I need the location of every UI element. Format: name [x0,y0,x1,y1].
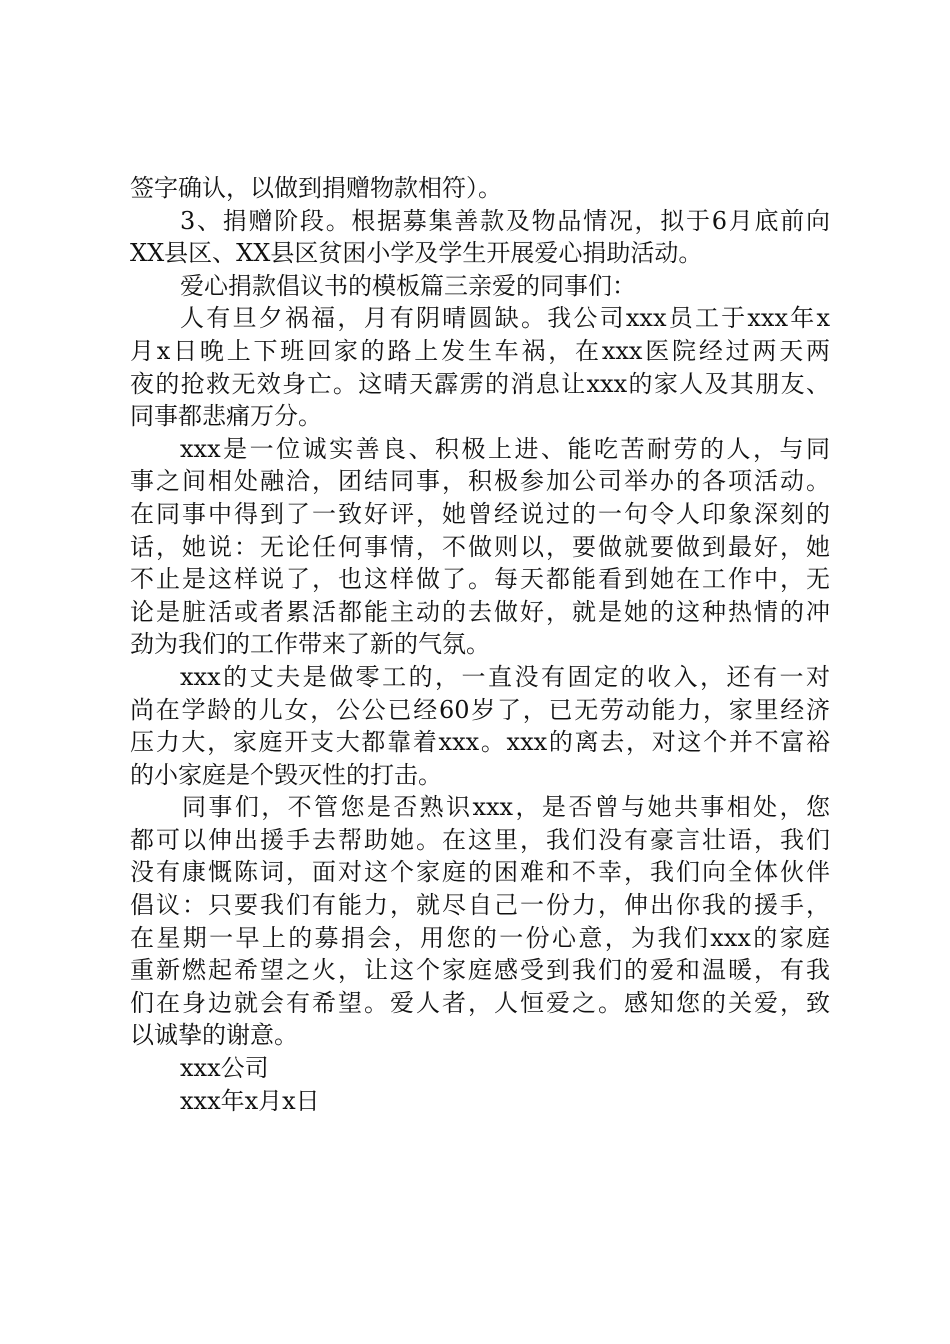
text-line: 同事都悲痛万分。 [130,402,322,431]
text-line: 论是脏活或者累活都能主动的去做好，就是她的这种热情的冲 [130,597,830,626]
text-line: xxx是一位诚实善良、积极上进、能吃苦耐劳的人，与同 [180,434,830,463]
text-line: 倡议：只要我们有能力，就尽自己一份力，伸出你我的援手， [130,891,830,920]
text-line: 夜的抢救无效身亡。这晴天霹雳的消息让xxx的家人及其朋友、 [130,369,830,398]
text-line: 话，她说：无论任何事情，不做则以，要做就要做到最好，她 [130,532,830,561]
document-body [130,172,830,1117]
text-line: 的小家庭是个毁灭性的打击。 [130,760,442,789]
text-line: 月x日晚上下班回家的路上发生车祸，在xxx医院经过两天两 [130,336,830,365]
text-line: 人有旦夕祸福，月有阴晴圆缺。我公司xxx员工于xxx年x [180,304,830,333]
text-line: 不止是这样说了，也这样做了。每天都能看到她在工作中，无 [130,565,830,594]
text-line: 3、捐赠阶段。根据募集善款及物品情况，拟于6月底前向 [180,206,830,235]
text-line: 在星期一早上的募捐会，用您的一份心意，为我们xxx的家庭 [130,923,830,952]
text-line: 都可以伸出援手去帮助她。在这里，我们没有豪言壮语，我们 [130,825,830,854]
text-line: 以诚挚的谢意。 [130,1021,298,1050]
signature-company: xxx公司 [180,1054,269,1083]
text-line: 尚在学龄的儿女，公公已经60岁了，已无劳动能力，家里经济 [130,695,830,724]
text-line: 签字确认，以做到捐赠物款相符）。 [130,174,502,202]
text-line: XX县区、XX县区贫困小学及学生开展爱心捐助活动。 [130,239,703,268]
text-line: 在同事中得到了一致好评，她曾经说过的一句令人印象深刻的 [130,499,830,528]
text-line: xxx的丈夫是做零工的，一直没有固定的收入，还有一对 [180,662,830,691]
text-line: 事之间相处融洽，团结同事，积极参加公司举办的各项活动。 [130,467,830,496]
text-line: 们在身边就会有希望。爱人者，人恒爱之。感知您的关爱，致 [130,988,830,1017]
text-line: 同事们，不管您是否熟识xxx，是否曾与她共事相处，您 [182,793,830,822]
text-line: 重新燃起希望之火，让这个家庭感受到我们的爱和温暖，有我 [130,956,830,985]
text-line: 爱心捐款倡议书的模板篇三亲爱的同事们： [180,271,636,300]
text-line: 劲为我们的工作带来了新的气氛。 [130,630,490,659]
text-line: 没有康慨陈词，面对这个家庭的困难和不幸，我们向全体伙伴 [130,858,830,887]
text-line: 压力大，家庭开支大都靠着xxx。xxx的离去，对这个并不富裕 [130,728,830,757]
signature-date: xxx年x月x日 [180,1086,320,1115]
